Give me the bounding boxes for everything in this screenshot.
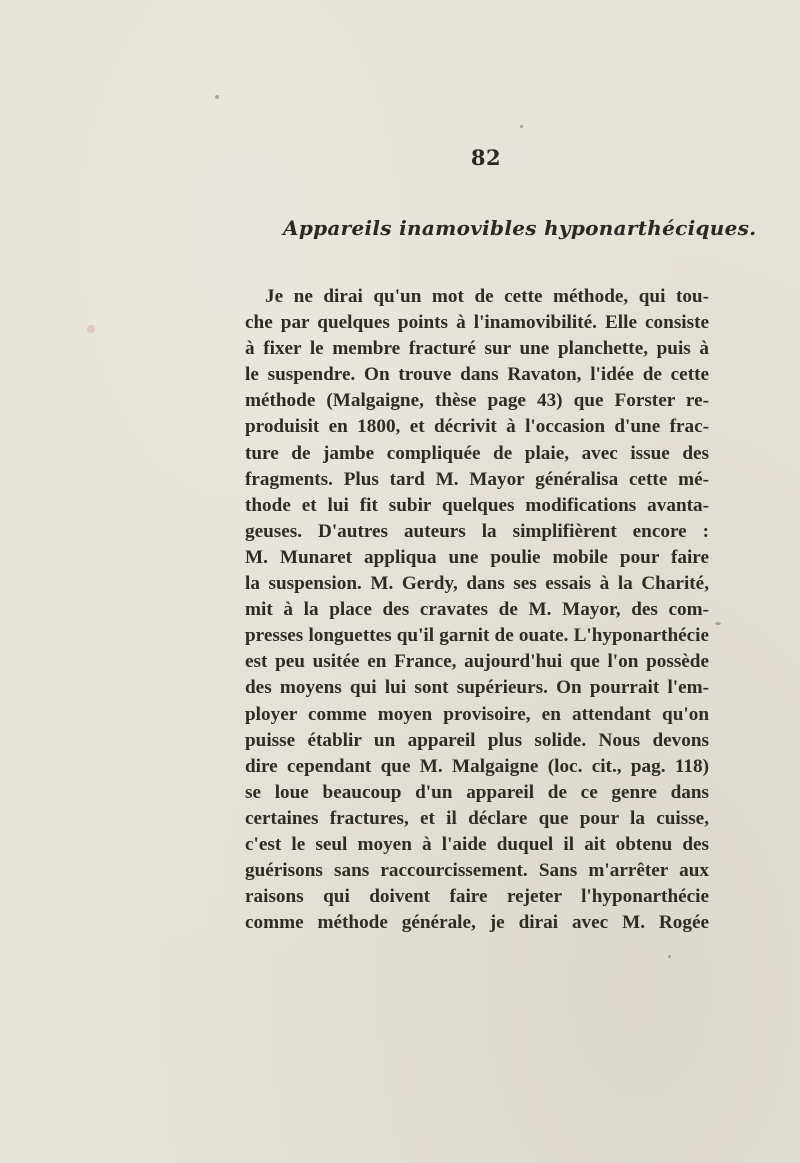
body-paragraph: [245, 284, 709, 936]
page-number: [0, 145, 800, 170]
text-line: mit à la place des cravates de M. Mayor, des com-: [245, 599, 709, 621]
text-line: geuses. D'autres auteurs la simplifièrent encore :: [245, 520, 709, 542]
paper-speck: [215, 95, 219, 99]
text-line: la suspension. M. Gerdy, dans ses essais à la Charité,: [245, 573, 709, 595]
paper-speck: [668, 955, 671, 958]
text-line: à fixer le membre fracturé sur une planchette, puis à: [245, 338, 709, 360]
paper-speck: [715, 622, 721, 625]
page-number-text: 82: [470, 145, 502, 170]
text-line: raisons qui doivent faire rejeter l'hyponarthécie: [245, 886, 709, 908]
text-line: puisse établir un appareil plus solide. Nous devons: [245, 729, 709, 751]
paper-speck: [520, 125, 523, 128]
text-line: méthode (Malgaigne, thèse page 43) que Forster re-: [245, 390, 709, 412]
text-line: des moyens qui lui sont supérieurs. On pourrait l'em-: [245, 677, 709, 699]
text-line: Je ne dirai qu'un mot de cette méthode, qui tou-: [265, 286, 709, 307]
text-line: che par quelques points à l'inamovibilité. Elle consiste: [245, 312, 709, 334]
text-line: produisit en 1800, et décrivit à l'occasion d'une frac-: [245, 416, 709, 438]
text-line: ployer comme moyen provisoire, en attendant qu'on: [245, 703, 709, 725]
text-line: le suspendre. On trouve dans Ravaton, l'idée de cette: [245, 364, 709, 386]
text-line: ture de jambe compliquée de plaie, avec issue des: [245, 442, 709, 464]
text-line: fragments. Plus tard M. Mayor généralisa cette mé-: [245, 468, 709, 490]
text-line: se loue beaucoup d'un appareil de ce genre dans: [245, 781, 709, 803]
text-line: dire cependant que M. Malgaigne (loc. cit., pag. 118): [245, 755, 709, 777]
text-line: thode et lui fit subir quelques modifications avanta-: [245, 494, 709, 516]
text-line: certaines fractures, et il déclare que pour la cuisse,: [245, 807, 709, 829]
text-line: M. Munaret appliqua une poulie mobile pour faire: [245, 546, 709, 568]
text-line: guérisons sans raccourcissement. Sans m'arrêter aux: [245, 860, 709, 882]
text-line: comme méthode générale, je dirai avec M. Rogée: [245, 912, 709, 934]
section-title: Appareils inamovibles hyponarthéciques.: [283, 216, 757, 240]
text-line: est peu usitée en France, aujourd'hui que l'on possède: [245, 651, 709, 673]
text-line: c'est le seul moyen à l'aide duquel il ait obtenu des: [245, 833, 709, 855]
paper-speck: [87, 325, 95, 333]
text-line: presses longuettes qu'il garnit de ouate. L'hyponarthécie: [245, 625, 709, 647]
